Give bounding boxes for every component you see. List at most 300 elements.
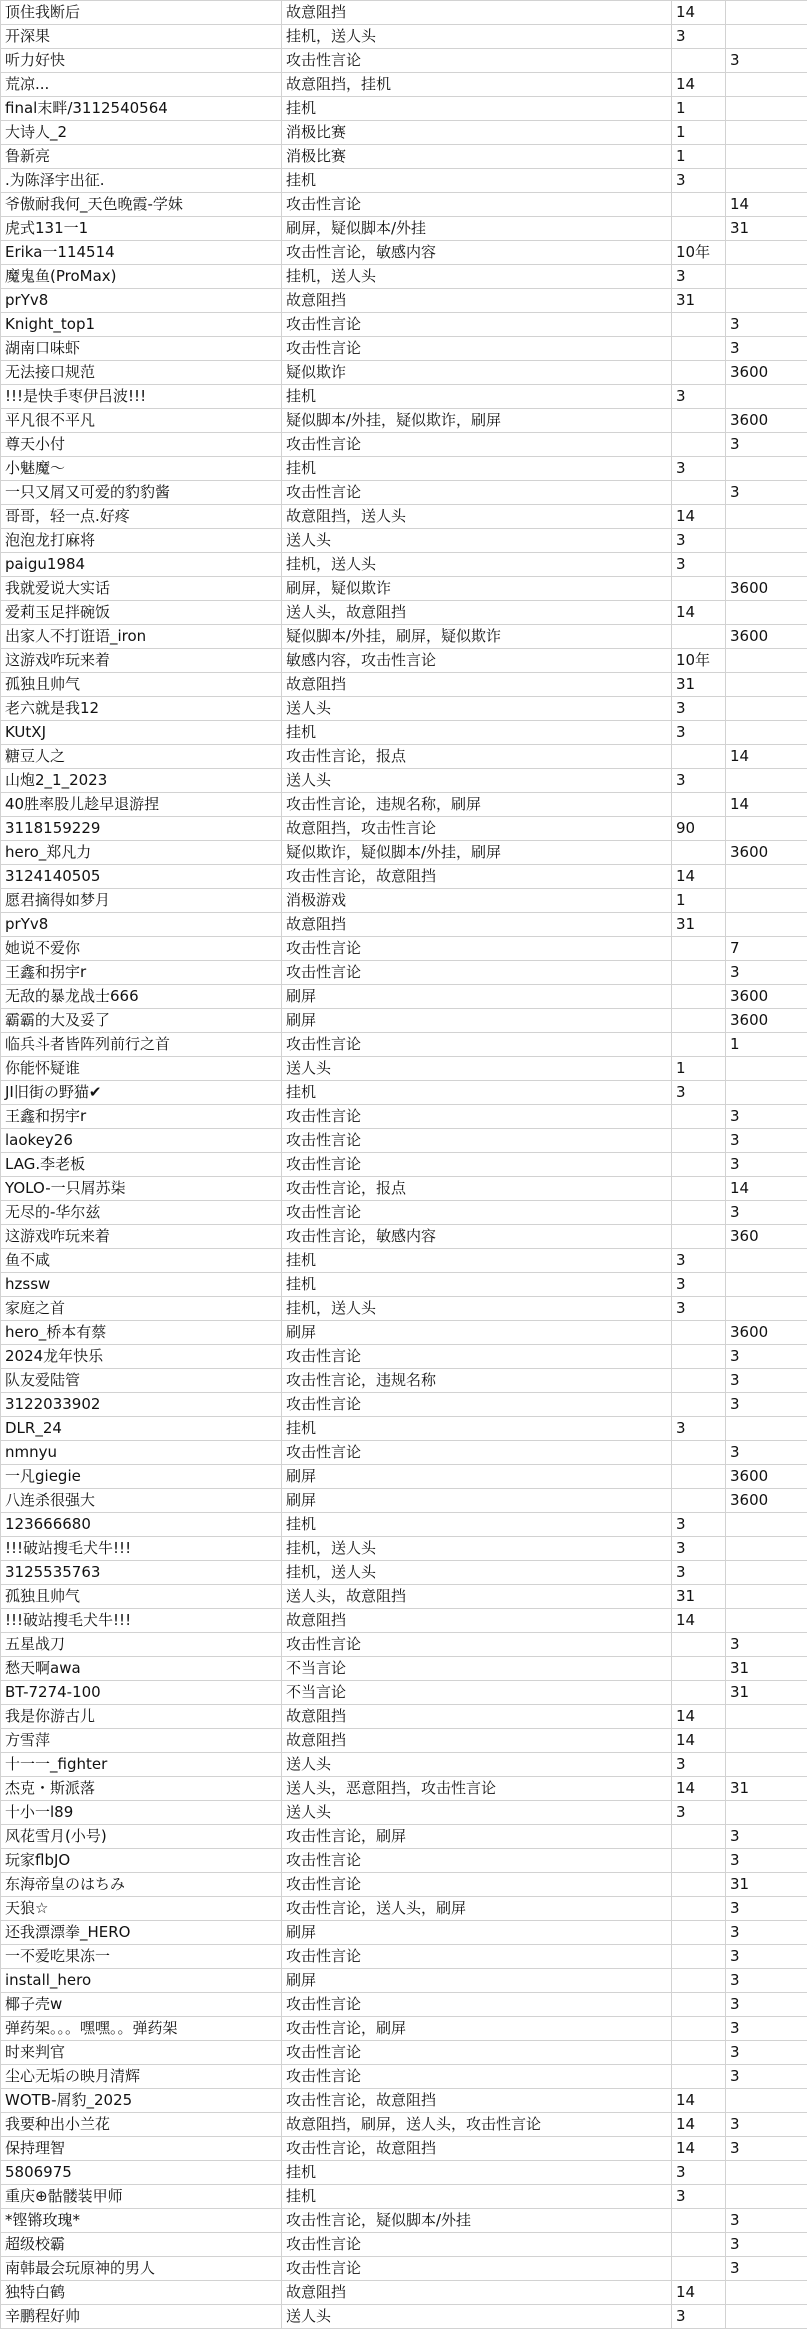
table-row[interactable] <box>1 2209 807 2233</box>
cell-mute-duration[interactable]: 3 <box>726 1129 807 1153</box>
cell-mute-duration[interactable]: 3600 <box>726 1321 807 1345</box>
cell-violation-reason[interactable]: 攻击性言论 <box>282 49 672 73</box>
cell-mute-duration[interactable] <box>726 73 807 97</box>
cell-violation-reason[interactable]: 刷屏 <box>282 1465 672 1489</box>
cell-violation-reason[interactable]: 故意阻挡，刷屏，送人头，攻击性言论 <box>282 2113 672 2137</box>
cell-ban-duration[interactable] <box>672 577 726 601</box>
table-row[interactable] <box>1 1225 807 1249</box>
cell-mute-duration[interactable]: 14 <box>726 1177 807 1201</box>
cell-player-name[interactable]: 十小一l89 <box>1 1801 282 1825</box>
cell-ban-duration[interactable]: 3 <box>672 1081 726 1105</box>
cell-violation-reason[interactable]: 送人头 <box>282 2305 672 2329</box>
cell-mute-duration[interactable]: 3 <box>726 337 807 361</box>
cell-violation-reason[interactable]: 挂机 <box>282 1417 672 1441</box>
cell-player-name[interactable]: 霸霸的大及妥了 <box>1 1009 282 1033</box>
table-row[interactable] <box>1 2089 807 2113</box>
cell-ban-duration[interactable] <box>672 1369 726 1393</box>
cell-ban-duration[interactable]: 3 <box>672 457 726 481</box>
cell-player-name[interactable]: 玩家flbJO <box>1 1849 282 1873</box>
cell-ban-duration[interactable]: 3 <box>672 169 726 193</box>
cell-player-name[interactable]: 风花雪月(小号) <box>1 1825 282 1849</box>
table-row[interactable] <box>1 265 807 289</box>
cell-player-name[interactable]: 辛鹏程好帅 <box>1 2305 282 2329</box>
cell-violation-reason[interactable]: 故意阻挡，挂机 <box>282 73 672 97</box>
cell-violation-reason[interactable]: 攻击性言论 <box>282 337 672 361</box>
cell-violation-reason[interactable]: 挂机 <box>282 721 672 745</box>
cell-ban-duration[interactable]: 14 <box>672 2113 726 2137</box>
table-row[interactable] <box>1 1777 807 1801</box>
table-row[interactable] <box>1 313 807 337</box>
cell-violation-reason[interactable]: 故意阻挡 <box>282 1 672 25</box>
cell-ban-duration[interactable] <box>672 1681 726 1705</box>
cell-player-name[interactable]: 南韩最会玩原神的男人 <box>1 2257 282 2281</box>
cell-ban-duration[interactable] <box>672 1177 726 1201</box>
cell-ban-duration[interactable] <box>672 745 726 769</box>
cell-violation-reason[interactable]: 攻击性言论，违规名称，刷屏 <box>282 793 672 817</box>
cell-ban-duration[interactable]: 3 <box>672 265 726 289</box>
cell-player-name[interactable]: 鱼不咸 <box>1 1249 282 1273</box>
cell-player-name[interactable]: 3122033902 <box>1 1393 282 1417</box>
cell-ban-duration[interactable] <box>672 361 726 385</box>
cell-player-name[interactable]: JI旧街の野猫✔ <box>1 1081 282 1105</box>
table-row[interactable] <box>1 1753 807 1777</box>
cell-mute-duration[interactable] <box>726 1249 807 1273</box>
cell-mute-duration[interactable]: 7 <box>726 937 807 961</box>
cell-ban-duration[interactable]: 31 <box>672 913 726 937</box>
cell-violation-reason[interactable]: 挂机 <box>282 385 672 409</box>
cell-player-name[interactable]: KUtXJ <box>1 721 282 745</box>
cell-player-name[interactable]: install_hero <box>1 1969 282 1993</box>
table-row[interactable] <box>1 2113 807 2137</box>
table-row[interactable] <box>1 1465 807 1489</box>
table-row[interactable] <box>1 1801 807 1825</box>
cell-player-name[interactable]: !!!破站搜毛犬牛!!! <box>1 1609 282 1633</box>
cell-violation-reason[interactable]: 送人头 <box>282 769 672 793</box>
cell-mute-duration[interactable] <box>726 1537 807 1561</box>
cell-player-name[interactable]: 一只又屑又可爱的豹豹酱 <box>1 481 282 505</box>
cell-violation-reason[interactable]: 故意阻挡，攻击性言论 <box>282 817 672 841</box>
cell-mute-duration[interactable] <box>726 2185 807 2209</box>
cell-violation-reason[interactable]: 疑似脚本/外挂，刷屏，疑似欺诈 <box>282 625 672 649</box>
cell-mute-duration[interactable]: 3 <box>726 2113 807 2137</box>
cell-player-name[interactable]: 弹药架。。。嘿嘿。。弹药架 <box>1 2017 282 2041</box>
cell-mute-duration[interactable]: 3 <box>726 961 807 985</box>
cell-player-name[interactable]: *铿锵玫瑰* <box>1 2209 282 2233</box>
cell-mute-duration[interactable]: 3 <box>726 1897 807 1921</box>
cell-player-name[interactable]: Knight_top1 <box>1 313 282 337</box>
table-row[interactable] <box>1 817 807 841</box>
cell-ban-duration[interactable] <box>672 2065 726 2089</box>
cell-player-name[interactable]: prYv8 <box>1 289 282 313</box>
table-row[interactable] <box>1 2305 807 2329</box>
cell-player-name[interactable]: 无尽的-华尔兹 <box>1 1201 282 1225</box>
table-row[interactable] <box>1 2281 807 2305</box>
cell-player-name[interactable]: !!!是快手枣伊吕波!!! <box>1 385 282 409</box>
cell-violation-reason[interactable]: 攻击性言论 <box>282 433 672 457</box>
table-row[interactable] <box>1 577 807 601</box>
cell-mute-duration[interactable]: 3600 <box>726 1465 807 1489</box>
cell-mute-duration[interactable] <box>726 457 807 481</box>
cell-player-name[interactable]: 听力好快 <box>1 49 282 73</box>
cell-player-name[interactable]: 家庭之首 <box>1 1297 282 1321</box>
cell-violation-reason[interactable]: 疑似欺诈 <box>282 361 672 385</box>
table-row[interactable] <box>1 217 807 241</box>
cell-ban-duration[interactable]: 10年 <box>672 241 726 265</box>
cell-ban-duration[interactable] <box>672 481 726 505</box>
cell-violation-reason[interactable]: 疑似欺诈，疑似脚本/外挂，刷屏 <box>282 841 672 865</box>
cell-ban-duration[interactable]: 3 <box>672 1537 726 1561</box>
cell-violation-reason[interactable]: 刷屏 <box>282 1489 672 1513</box>
cell-ban-duration[interactable]: 3 <box>672 2305 726 2329</box>
table-row[interactable] <box>1 337 807 361</box>
cell-mute-duration[interactable]: 14 <box>726 793 807 817</box>
cell-player-name[interactable]: 无敌的暴龙战士666 <box>1 985 282 1009</box>
cell-violation-reason[interactable]: 故意阻挡 <box>282 673 672 697</box>
table-row[interactable] <box>1 1081 807 1105</box>
cell-mute-duration[interactable]: 31 <box>726 1777 807 1801</box>
table-row[interactable] <box>1 1657 807 1681</box>
cell-player-name[interactable]: !!!破站搜毛犬牛!!! <box>1 1537 282 1561</box>
cell-player-name[interactable]: 顶住我断后 <box>1 1 282 25</box>
cell-player-name[interactable]: 开深果 <box>1 25 282 49</box>
cell-player-name[interactable]: 2024龙年快乐 <box>1 1345 282 1369</box>
cell-violation-reason[interactable]: 故意阻挡 <box>282 1729 672 1753</box>
cell-mute-duration[interactable] <box>726 2281 807 2305</box>
cell-mute-duration[interactable] <box>726 25 807 49</box>
cell-ban-duration[interactable] <box>672 1033 726 1057</box>
cell-ban-duration[interactable]: 3 <box>672 553 726 577</box>
table-row[interactable] <box>1 1945 807 1969</box>
table-row[interactable] <box>1 289 807 313</box>
cell-ban-duration[interactable] <box>672 1633 726 1657</box>
table-row[interactable] <box>1 1585 807 1609</box>
cell-player-name[interactable]: WOTB-屑豹_2025 <box>1 2089 282 2113</box>
cell-violation-reason[interactable]: 挂机 <box>282 1249 672 1273</box>
table-row[interactable] <box>1 961 807 985</box>
cell-violation-reason[interactable]: 攻击性言论 <box>282 937 672 961</box>
cell-player-name[interactable]: 5806975 <box>1 2161 282 2185</box>
cell-mute-duration[interactable] <box>726 601 807 625</box>
table-row[interactable] <box>1 433 807 457</box>
cell-mute-duration[interactable]: 3 <box>726 313 807 337</box>
table-row[interactable] <box>1 1609 807 1633</box>
table-row[interactable] <box>1 1681 807 1705</box>
cell-player-name[interactable]: 出家人不打诳语_iron <box>1 625 282 649</box>
cell-ban-duration[interactable]: 14 <box>672 1705 726 1729</box>
cell-violation-reason[interactable]: 挂机 <box>282 97 672 121</box>
cell-mute-duration[interactable] <box>726 1297 807 1321</box>
table-row[interactable] <box>1 2065 807 2089</box>
cell-violation-reason[interactable]: 消极游戏 <box>282 889 672 913</box>
cell-ban-duration[interactable]: 3 <box>672 1249 726 1273</box>
cell-player-name[interactable]: 小魅魔～ <box>1 457 282 481</box>
cell-ban-duration[interactable] <box>672 985 726 1009</box>
table-row[interactable] <box>1 1561 807 1585</box>
cell-ban-duration[interactable] <box>672 1489 726 1513</box>
cell-player-name[interactable]: 这游戏咋玩来着 <box>1 649 282 673</box>
table-row[interactable] <box>1 865 807 889</box>
cell-ban-duration[interactable]: 14 <box>672 601 726 625</box>
table-row[interactable] <box>1 889 807 913</box>
cell-mute-duration[interactable]: 3 <box>726 481 807 505</box>
table-row[interactable] <box>1 1 807 25</box>
cell-player-name[interactable]: 这游戏咋玩来着 <box>1 1225 282 1249</box>
table-row[interactable] <box>1 1417 807 1441</box>
table-row[interactable] <box>1 385 807 409</box>
cell-violation-reason[interactable]: 攻击性言论 <box>282 193 672 217</box>
cell-mute-duration[interactable]: 3 <box>726 433 807 457</box>
cell-mute-duration[interactable]: 3 <box>726 1153 807 1177</box>
cell-mute-duration[interactable]: 3 <box>726 2257 807 2281</box>
table-row[interactable] <box>1 721 807 745</box>
cell-violation-reason[interactable]: 送人头 <box>282 1057 672 1081</box>
table-row[interactable] <box>1 1033 807 1057</box>
cell-ban-duration[interactable] <box>672 1849 726 1873</box>
cell-violation-reason[interactable]: 刷屏 <box>282 985 672 1009</box>
cell-player-name[interactable]: 大诗人_2 <box>1 121 282 145</box>
table-row[interactable] <box>1 2041 807 2065</box>
cell-violation-reason[interactable]: 攻击性言论 <box>282 1201 672 1225</box>
table-row[interactable] <box>1 145 807 169</box>
cell-ban-duration[interactable]: 14 <box>672 1777 726 1801</box>
cell-violation-reason[interactable]: 挂机，送人头 <box>282 553 672 577</box>
cell-mute-duration[interactable]: 3600 <box>726 361 807 385</box>
cell-violation-reason[interactable]: 故意阻挡 <box>282 289 672 313</box>
cell-violation-reason[interactable]: 攻击性言论 <box>282 1033 672 1057</box>
table-row[interactable] <box>1 121 807 145</box>
table-row[interactable] <box>1 1441 807 1465</box>
table-row[interactable] <box>1 937 807 961</box>
cell-violation-reason[interactable]: 挂机，送人头 <box>282 265 672 289</box>
cell-violation-reason[interactable]: 攻击性言论，刷屏 <box>282 1825 672 1849</box>
cell-mute-duration[interactable]: 3 <box>726 1369 807 1393</box>
cell-violation-reason[interactable]: 攻击性言论 <box>282 961 672 985</box>
cell-player-name[interactable]: 糖豆人之 <box>1 745 282 769</box>
cell-ban-duration[interactable] <box>672 1105 726 1129</box>
cell-ban-duration[interactable]: 14 <box>672 1729 726 1753</box>
cell-violation-reason[interactable]: 攻击性言论 <box>282 1153 672 1177</box>
cell-mute-duration[interactable] <box>726 913 807 937</box>
table-row[interactable] <box>1 505 807 529</box>
cell-mute-duration[interactable] <box>726 1057 807 1081</box>
cell-violation-reason[interactable]: 刷屏，疑似脚本/外挂 <box>282 217 672 241</box>
cell-mute-duration[interactable]: 3 <box>726 1105 807 1129</box>
cell-ban-duration[interactable]: 10年 <box>672 649 726 673</box>
cell-ban-duration[interactable] <box>672 49 726 73</box>
cell-violation-reason[interactable]: 攻击性言论 <box>282 1105 672 1129</box>
table-row[interactable] <box>1 1513 807 1537</box>
cell-player-name[interactable]: 平凡很不平凡 <box>1 409 282 433</box>
cell-mute-duration[interactable]: 3 <box>726 2017 807 2041</box>
cell-player-name[interactable]: BT-7274-100 <box>1 1681 282 1705</box>
table-row[interactable] <box>1 1849 807 1873</box>
table-row[interactable] <box>1 1873 807 1897</box>
cell-violation-reason[interactable]: 攻击性言论 <box>282 1441 672 1465</box>
cell-violation-reason[interactable]: 挂机，送人头 <box>282 25 672 49</box>
cell-violation-reason[interactable]: 故意阻挡 <box>282 913 672 937</box>
table-row[interactable] <box>1 601 807 625</box>
cell-violation-reason[interactable]: 疑似脚本/外挂，疑似欺诈，刷屏 <box>282 409 672 433</box>
cell-mute-duration[interactable]: 14 <box>726 745 807 769</box>
cell-player-name[interactable]: 湖南口味虾 <box>1 337 282 361</box>
table-row[interactable] <box>1 481 807 505</box>
cell-mute-duration[interactable] <box>726 1 807 25</box>
cell-ban-duration[interactable]: 1 <box>672 145 726 169</box>
table-row[interactable] <box>1 1729 807 1753</box>
cell-mute-duration[interactable]: 3 <box>726 1825 807 1849</box>
cell-violation-reason[interactable]: 攻击性言论 <box>282 1129 672 1153</box>
cell-violation-reason[interactable]: 挂机 <box>282 1513 672 1537</box>
cell-violation-reason[interactable]: 送人头，故意阻挡 <box>282 1585 672 1609</box>
cell-player-name[interactable]: laokey26 <box>1 1129 282 1153</box>
table-row[interactable] <box>1 1057 807 1081</box>
cell-mute-duration[interactable]: 3 <box>726 2041 807 2065</box>
table-row[interactable] <box>1 1921 807 1945</box>
table-row[interactable] <box>1 1993 807 2017</box>
table-row[interactable] <box>1 697 807 721</box>
cell-player-name[interactable]: 你能怀疑谁 <box>1 1057 282 1081</box>
cell-violation-reason[interactable]: 攻击性言论，故意阻挡 <box>282 2137 672 2161</box>
cell-ban-duration[interactable] <box>672 433 726 457</box>
cell-mute-duration[interactable]: 3 <box>726 2065 807 2089</box>
cell-ban-duration[interactable]: 3 <box>672 1513 726 1537</box>
cell-violation-reason[interactable]: 攻击性言论 <box>282 1849 672 1873</box>
cell-ban-duration[interactable] <box>672 961 726 985</box>
cell-mute-duration[interactable]: 3 <box>726 1345 807 1369</box>
cell-violation-reason[interactable]: 送人头 <box>282 1753 672 1777</box>
cell-ban-duration[interactable] <box>672 937 726 961</box>
table-row[interactable] <box>1 1009 807 1033</box>
cell-player-name[interactable]: 五星战刀 <box>1 1633 282 1657</box>
cell-mute-duration[interactable] <box>726 145 807 169</box>
cell-player-name[interactable]: 超级校霸 <box>1 2233 282 2257</box>
cell-ban-duration[interactable]: 3 <box>672 2185 726 2209</box>
cell-mute-duration[interactable] <box>726 529 807 553</box>
cell-mute-duration[interactable] <box>726 1753 807 1777</box>
table-row[interactable] <box>1 1201 807 1225</box>
cell-player-name[interactable]: YOLO-一只屑苏柒 <box>1 1177 282 1201</box>
cell-violation-reason[interactable]: 刷屏 <box>282 1969 672 1993</box>
cell-violation-reason[interactable]: 送人头 <box>282 697 672 721</box>
cell-violation-reason[interactable]: 攻击性言论，报点 <box>282 745 672 769</box>
cell-mute-duration[interactable] <box>726 241 807 265</box>
cell-mute-duration[interactable]: 3600 <box>726 625 807 649</box>
cell-ban-duration[interactable]: 1 <box>672 97 726 121</box>
cell-player-name[interactable]: 临兵斗者皆阵列前行之首 <box>1 1033 282 1057</box>
cell-ban-duration[interactable]: 3 <box>672 697 726 721</box>
cell-violation-reason[interactable]: 攻击性言论 <box>282 1633 672 1657</box>
cell-violation-reason[interactable]: 攻击性言论 <box>282 2257 672 2281</box>
cell-violation-reason[interactable]: 挂机 <box>282 457 672 481</box>
cell-ban-duration[interactable] <box>672 409 726 433</box>
cell-violation-reason[interactable]: 攻击性言论 <box>282 313 672 337</box>
cell-ban-duration[interactable] <box>672 1441 726 1465</box>
cell-mute-duration[interactable] <box>726 1273 807 1297</box>
cell-mute-duration[interactable] <box>726 1609 807 1633</box>
table-row[interactable] <box>1 553 807 577</box>
table-row[interactable] <box>1 793 807 817</box>
cell-mute-duration[interactable] <box>726 673 807 697</box>
cell-violation-reason[interactable]: 攻击性言论，故意阻挡 <box>282 865 672 889</box>
cell-player-name[interactable]: 3125535763 <box>1 1561 282 1585</box>
cell-player-name[interactable]: 3118159229 <box>1 817 282 841</box>
table-row[interactable] <box>1 913 807 937</box>
table-row[interactable] <box>1 241 807 265</box>
cell-violation-reason[interactable]: 攻击性言论，报点 <box>282 1177 672 1201</box>
cell-mute-duration[interactable]: 3 <box>726 1849 807 1873</box>
cell-player-name[interactable]: 鲁新亮 <box>1 145 282 169</box>
cell-mute-duration[interactable]: 3600 <box>726 1009 807 1033</box>
cell-player-name[interactable]: 一不爱吃果冻一 <box>1 1945 282 1969</box>
cell-player-name[interactable]: 王鑫和拐宇r <box>1 961 282 985</box>
cell-ban-duration[interactable]: 14 <box>672 1 726 25</box>
cell-mute-duration[interactable]: 3 <box>726 1633 807 1657</box>
cell-ban-duration[interactable] <box>672 625 726 649</box>
cell-ban-duration[interactable]: 3 <box>672 1273 726 1297</box>
cell-ban-duration[interactable] <box>672 1993 726 2017</box>
cell-mute-duration[interactable]: 31 <box>726 1873 807 1897</box>
cell-ban-duration[interactable] <box>672 1657 726 1681</box>
cell-player-name[interactable]: 她说不爱你 <box>1 937 282 961</box>
cell-mute-duration[interactable] <box>726 1729 807 1753</box>
cell-mute-duration[interactable]: 3600 <box>726 841 807 865</box>
cell-mute-duration[interactable]: 14 <box>726 193 807 217</box>
cell-mute-duration[interactable]: 3 <box>726 1969 807 1993</box>
cell-player-name[interactable]: 40胜率股儿趁早退游捏 <box>1 793 282 817</box>
table-row[interactable] <box>1 841 807 865</box>
table-row[interactable] <box>1 169 807 193</box>
cell-mute-duration[interactable] <box>726 1417 807 1441</box>
cell-violation-reason[interactable]: 故意阻挡 <box>282 1705 672 1729</box>
cell-player-name[interactable]: LAG.李老板 <box>1 1153 282 1177</box>
table-row[interactable] <box>1 2161 807 2185</box>
cell-mute-duration[interactable]: 3 <box>726 2233 807 2257</box>
cell-ban-duration[interactable]: 3 <box>672 1753 726 1777</box>
cell-mute-duration[interactable] <box>726 1705 807 1729</box>
cell-ban-duration[interactable]: 1 <box>672 889 726 913</box>
cell-violation-reason[interactable]: 消极比赛 <box>282 121 672 145</box>
cell-player-name[interactable]: paigu1984 <box>1 553 282 577</box>
cell-violation-reason[interactable]: 送人头，恶意阻挡，攻击性言论 <box>282 1777 672 1801</box>
cell-mute-duration[interactable] <box>726 289 807 313</box>
cell-violation-reason[interactable]: 攻击性言论，疑似脚本/外挂 <box>282 2209 672 2233</box>
cell-mute-duration[interactable]: 3 <box>726 49 807 73</box>
cell-violation-reason[interactable]: 刷屏 <box>282 1009 672 1033</box>
table-row[interactable] <box>1 1177 807 1201</box>
cell-violation-reason[interactable]: 故意阻挡，送人头 <box>282 505 672 529</box>
cell-player-name[interactable]: 愁天啊awa <box>1 1657 282 1681</box>
table-row[interactable] <box>1 1393 807 1417</box>
cell-player-name[interactable]: 荒凉... <box>1 73 282 97</box>
cell-ban-duration[interactable] <box>672 1009 726 1033</box>
cell-ban-duration[interactable]: 14 <box>672 2089 726 2113</box>
cell-player-name[interactable]: 老六就是我12 <box>1 697 282 721</box>
table-row[interactable] <box>1 1537 807 1561</box>
cell-mute-duration[interactable] <box>726 121 807 145</box>
cell-player-name[interactable]: hzssw <box>1 1273 282 1297</box>
cell-player-name[interactable]: 无法接口规范 <box>1 361 282 385</box>
cell-mute-duration[interactable] <box>726 553 807 577</box>
cell-mute-duration[interactable] <box>726 1081 807 1105</box>
cell-violation-reason[interactable]: 故意阻挡 <box>282 1609 672 1633</box>
cell-ban-duration[interactable]: 31 <box>672 673 726 697</box>
cell-mute-duration[interactable] <box>726 97 807 121</box>
cell-player-name[interactable]: 杰克・斯派落 <box>1 1777 282 1801</box>
cell-violation-reason[interactable]: 不当言论 <box>282 1681 672 1705</box>
cell-mute-duration[interactable]: 3600 <box>726 577 807 601</box>
cell-violation-reason[interactable]: 攻击性言论 <box>282 2041 672 2065</box>
cell-player-name[interactable]: 重庆⊕骷髅装甲师 <box>1 2185 282 2209</box>
